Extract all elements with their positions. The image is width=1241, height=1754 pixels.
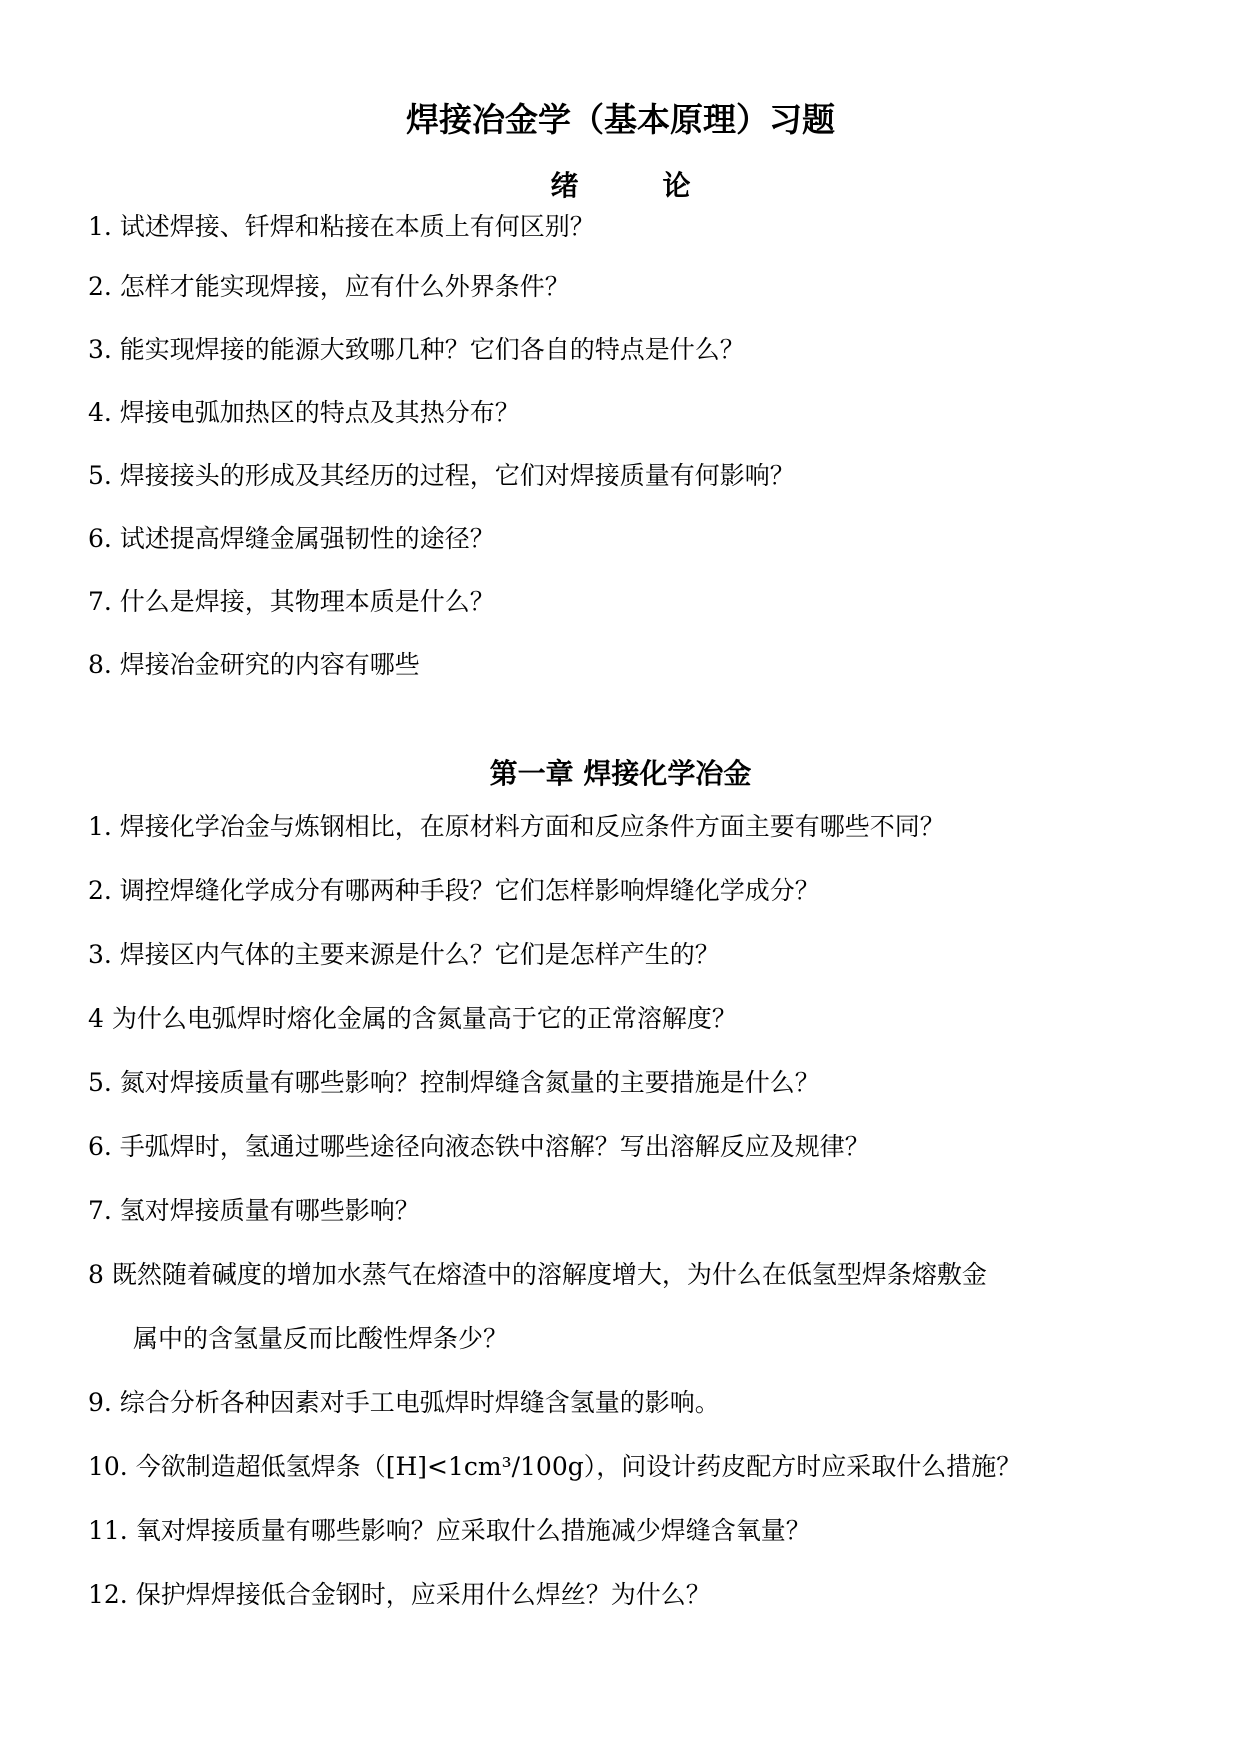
intro-heading-part2: 论 <box>662 169 691 202</box>
intro-heading <box>0 168 1241 204</box>
chapter1-question-4: 4 为什么电弧焊时熔化金属的含氮量高于它的正常溶解度？ <box>88 1004 737 1033</box>
chapter1-question-12: 12. 保护焊焊接低合金钢时，应采用什么焊丝？为什么？ <box>88 1580 711 1609</box>
chapter1-heading: 第一章 焊接化学冶金 <box>489 757 752 790</box>
chapter1-question-5: 5. 氮对焊接质量有哪些影响？控制焊缝含氮量的主要措施是什么？ <box>88 1068 820 1097</box>
chapter1-question-8-continuation: 属中的含氢量反而比酸性焊条少？ <box>133 1324 509 1353</box>
chapter1-question-1: 1. 焊接化学冶金与炼钢相比，在原材料方面和反应条件方面主要有哪些不同？ <box>88 812 945 841</box>
intro-question-2: 2. 怎样才能实现焊接，应有什么外界条件？ <box>88 272 570 301</box>
chapter1-question-7: 7. 氢对焊接质量有哪些影响？ <box>88 1196 420 1225</box>
intro-question-8: 8. 焊接冶金研究的内容有哪些 <box>88 650 420 679</box>
intro-question-7: 7. 什么是焊接，其物理本质是什么？ <box>88 587 495 616</box>
chapter1-question-10: 10. 今欲制造超低氢焊条（[H]<1cm³/100g），问设计药皮配方时应采取什么措施？ <box>88 1452 1022 1481</box>
chapter1-question-11: 11. 氧对焊接质量有哪些影响？应采取什么措施减少焊缝含氧量？ <box>88 1516 811 1545</box>
document-title: 焊接冶金学（基本原理）习题 <box>406 100 835 139</box>
chapter1-question-3: 3. 焊接区内气体的主要来源是什么？它们是怎样产生的？ <box>88 940 720 969</box>
intro-question-6: 6. 试述提高焊缝金属强韧性的途径？ <box>88 524 495 553</box>
chapter1-question-2: 2. 调控焊缝化学成分有哪两种手段？它们怎样影响焊缝化学成分？ <box>88 876 820 905</box>
intro-question-4: 4. 焊接电弧加热区的特点及其热分布？ <box>88 398 520 427</box>
chapter1-question-8: 8 既然随着碱度的增加水蒸气在熔渣中的溶解度增大，为什么在低氢型焊条熔敷金 <box>88 1260 987 1289</box>
intro-question-3: 3. 能实现焊接的能源大致哪几种？它们各自的特点是什么？ <box>88 335 745 364</box>
chapter1-question-6: 6. 手弧焊时，氢通过哪些途径向液态铁中溶解？写出溶解反应及规律？ <box>88 1132 870 1161</box>
intro-question-5: 5. 焊接接头的形成及其经历的过程，它们对焊接质量有何影响？ <box>88 461 795 490</box>
intro-question-1: 1. 试述焊接、钎焊和粘接在本质上有何区别？ <box>88 212 595 241</box>
intro-heading-part1: 绪 <box>550 169 579 202</box>
chapter1-question-9: 9. 综合分析各种因素对手工电弧焊时焊缝含氢量的影响。 <box>88 1388 720 1417</box>
